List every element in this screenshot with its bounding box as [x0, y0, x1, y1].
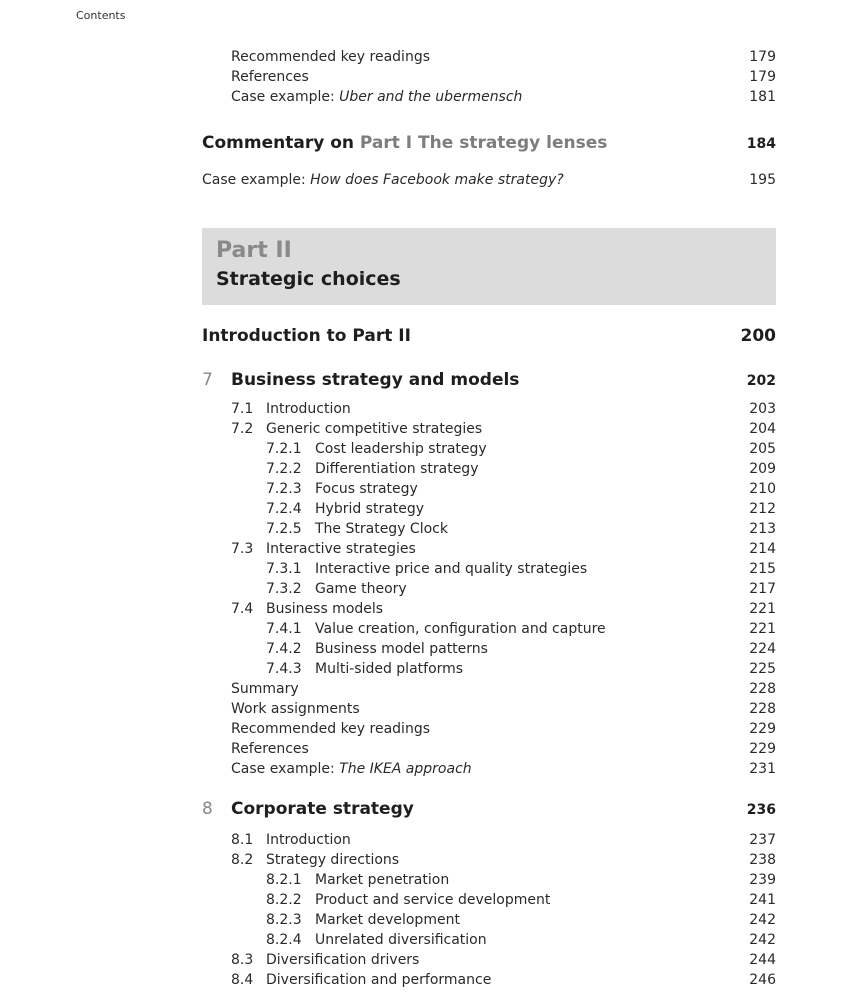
toc-entry-label: Recommended key readings — [231, 721, 431, 737]
toc-entry-page: 179 — [749, 49, 776, 65]
toc-entry-label: 8.2.2 Product and service development — [266, 892, 551, 908]
commentary-title: Commentary on Part I The strategy lenses — [202, 133, 608, 153]
toc-entry-page: 204 — [749, 421, 776, 437]
toc-commentary[interactable] — [202, 133, 776, 153]
toc-chapter[interactable] — [202, 799, 776, 819]
toc-entry-page: 237 — [749, 832, 776, 848]
toc-entry[interactable] — [231, 830, 776, 850]
commentary-page: 184 — [746, 136, 776, 152]
toc-entry[interactable] — [266, 519, 776, 539]
part-banner — [202, 228, 776, 305]
chapter-title: 7 Business strategy and models — [202, 370, 520, 390]
toc-entry-page: 205 — [749, 441, 776, 457]
toc-entry[interactable] — [202, 170, 776, 190]
toc-entry-label: 7.1 Introduction — [231, 401, 351, 417]
toc-entry-page: 221 — [749, 621, 776, 637]
toc-entry[interactable] — [266, 479, 776, 499]
toc-entry[interactable] — [266, 659, 776, 679]
toc-chapter[interactable] — [202, 370, 776, 390]
toc-entry[interactable] — [231, 399, 776, 419]
toc-entry[interactable] — [266, 870, 776, 890]
toc-entry-page: 203 — [749, 401, 776, 417]
toc-entry[interactable] — [266, 619, 776, 639]
toc-entry-page: 209 — [749, 461, 776, 477]
toc-entry-page: 214 — [749, 541, 776, 557]
toc-entry-page: 210 — [749, 481, 776, 497]
toc-entry[interactable] — [231, 759, 776, 779]
toc-entry-label: 7.2.4 Hybrid strategy — [266, 501, 425, 517]
toc-entry[interactable] — [231, 970, 776, 990]
toc-entry-page: 246 — [749, 972, 776, 988]
toc-entry-label: 7.4.2 Business model patterns — [266, 641, 488, 657]
toc-entry-label: References — [231, 741, 309, 757]
toc-entry[interactable] — [266, 559, 776, 579]
toc-entry-page: 231 — [749, 761, 776, 777]
toc-entry-label: 7.4.3 Multi-sided platforms — [266, 661, 464, 677]
toc-entry-page: 224 — [749, 641, 776, 657]
toc-entry-label: Case example: The IKEA approach — [231, 761, 472, 777]
toc-entry-page: 215 — [749, 561, 776, 577]
toc-entry[interactable] — [266, 930, 776, 950]
toc-entry-label: Work assignments — [231, 701, 360, 717]
toc-entry-page: 241 — [749, 892, 776, 908]
toc-entry-label: 8.1 Introduction — [231, 832, 351, 848]
toc-entry-page: 238 — [749, 852, 776, 868]
toc-entry-page: 179 — [749, 69, 776, 85]
toc-entry-label: 8.3 Diversification drivers — [231, 952, 420, 968]
toc-entry-label: 7.3.2 Game theory — [266, 581, 407, 597]
toc-entry-label: 8.4 Diversification and performance — [231, 972, 492, 988]
toc-entry-page: 229 — [749, 721, 776, 737]
toc-entry-label: 7.4.1 Value creation, configuration and capture — [266, 621, 606, 637]
toc-entry-page: 242 — [749, 912, 776, 928]
toc-entry[interactable] — [231, 87, 776, 107]
toc-entry-page: 239 — [749, 872, 776, 888]
toc-entry-label: Case example: How does Facebook make strategy? — [202, 172, 564, 188]
toc-entry-label: 7.4 Business models — [231, 601, 384, 617]
toc-entry[interactable] — [266, 890, 776, 910]
toc-entry[interactable] — [231, 67, 776, 87]
toc-entry-label: Recommended key readings — [231, 49, 431, 65]
toc-entry-page: 244 — [749, 952, 776, 968]
toc-entry-label: 7.2.5 The Strategy Clock — [266, 521, 448, 537]
toc-entry-label: 7.2 Generic competitive strategies — [231, 421, 483, 437]
toc-entry-label: 7.3 Interactive strategies — [231, 541, 416, 557]
toc-entry-page: 181 — [749, 89, 776, 105]
toc-entry[interactable] — [231, 739, 776, 759]
toc-entry-label: 8.2.4 Unrelated diversification — [266, 932, 487, 948]
toc-entry-label: Case example: Uber and the ubermensch — [231, 89, 523, 105]
toc-entry[interactable] — [266, 459, 776, 479]
toc-entry-label: 8.2.1 Market penetration — [266, 872, 450, 888]
toc-entry[interactable] — [231, 47, 776, 67]
toc-entry-page: 225 — [749, 661, 776, 677]
toc-entry-page: 228 — [749, 681, 776, 697]
chapter-title: 8 Corporate strategy — [202, 799, 414, 819]
part-title: Strategic choices — [216, 268, 401, 290]
toc-entry-page: 213 — [749, 521, 776, 537]
toc-entry[interactable] — [266, 910, 776, 930]
toc-entry-page: 229 — [749, 741, 776, 757]
toc-entry[interactable] — [266, 639, 776, 659]
toc-entry[interactable] — [231, 719, 776, 739]
intro-title: Introduction to Part II — [202, 326, 411, 346]
toc-entry[interactable] — [266, 579, 776, 599]
toc-entry-page: 228 — [749, 701, 776, 717]
part-label: Part II — [216, 238, 292, 263]
toc-entry[interactable] — [266, 439, 776, 459]
toc-entry[interactable] — [231, 679, 776, 699]
toc-entry[interactable] — [231, 950, 776, 970]
toc-entry-page: 221 — [749, 601, 776, 617]
toc-entry-label: 7.2.3 Focus strategy — [266, 481, 418, 497]
toc-entry[interactable] — [231, 419, 776, 439]
toc-entry[interactable] — [266, 499, 776, 519]
toc-entry[interactable] — [231, 539, 776, 559]
toc-entry-page: 195 — [749, 172, 776, 188]
toc-entry-label: 7.2.1 Cost leadership strategy — [266, 441, 487, 457]
toc-entry-page: 242 — [749, 932, 776, 948]
toc-entry-label: References — [231, 69, 309, 85]
toc-entry-page: 217 — [749, 581, 776, 597]
toc-entry[interactable] — [231, 599, 776, 619]
toc-entry-label: 7.2.2 Differentiation strategy — [266, 461, 479, 477]
toc-entry[interactable] — [231, 850, 776, 870]
toc-entry-label: 8.2 Strategy directions — [231, 852, 400, 868]
toc-entry-label: 7.3.1 Interactive price and quality strategies — [266, 561, 588, 577]
toc-entry-label: Summary — [231, 681, 299, 697]
running-header: Contents — [76, 9, 126, 22]
chapter-page: 202 — [746, 373, 776, 389]
toc-entry-label: 8.2.3 Market development — [266, 912, 460, 928]
toc-entry[interactable] — [231, 699, 776, 719]
toc-entry-page: 212 — [749, 501, 776, 517]
chapter-page: 236 — [746, 802, 776, 818]
toc-intro[interactable] — [202, 326, 776, 346]
intro-page: 200 — [740, 326, 776, 346]
